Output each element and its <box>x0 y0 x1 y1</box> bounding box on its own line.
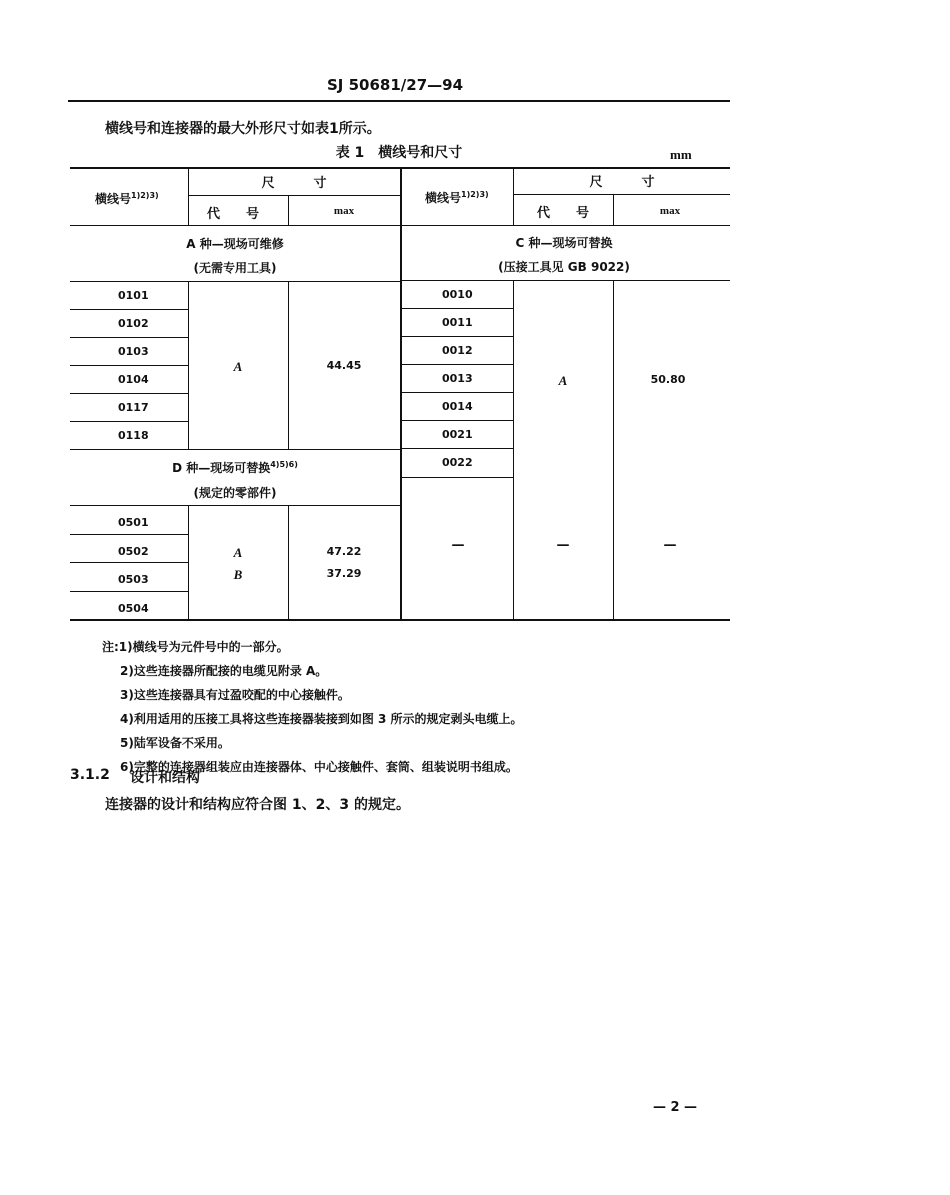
note-2: 2)这些连接器所配接的电缆见附录 A。 <box>120 664 328 678</box>
rule-line <box>70 562 188 563</box>
line-number-c: 0012 <box>442 344 473 357</box>
rule-line <box>400 280 730 281</box>
line-number-a: 0102 <box>118 317 149 330</box>
table-divider <box>400 167 402 619</box>
line-number-a: 0103 <box>118 345 149 358</box>
code-d: B <box>233 567 243 582</box>
line-number-d: 0502 <box>118 544 149 558</box>
code-a: A <box>233 359 243 374</box>
dash-empty: — <box>556 538 570 553</box>
line-number-c: 0011 <box>442 316 473 329</box>
section-body: 连接器的设计和结构应符合图 1、2、3 的规定。 <box>105 797 410 813</box>
col-code-right: 代 号 <box>536 206 590 221</box>
table-divider <box>288 505 289 619</box>
section-d-note: (规定的零部件) <box>193 486 277 500</box>
col-max-right: max <box>659 205 681 217</box>
table-divider <box>613 194 614 225</box>
rule-line <box>70 421 188 422</box>
table-divider <box>188 505 189 619</box>
rule-line <box>400 364 513 365</box>
table-divider <box>613 280 614 620</box>
line-number-c: 0013 <box>442 372 473 385</box>
max-c: 50.80 <box>650 373 686 386</box>
line-number-a: 0118 <box>118 429 149 442</box>
section-d-title: D 种—现场可替换$^{4)5)6)}$ <box>172 460 298 475</box>
note-5: 5)陆军设备不采用。 <box>120 736 230 750</box>
line-number-c: 0022 <box>442 456 473 469</box>
table-divider <box>513 167 514 225</box>
rule-line <box>188 505 400 506</box>
max-d: 47.22 <box>326 545 362 558</box>
section-number: 3.1.2 <box>70 767 110 783</box>
rule-line <box>70 393 188 394</box>
section-a-title: A 种—现场可维修 <box>186 237 284 251</box>
rule-line <box>70 281 400 282</box>
rule-line <box>70 365 188 366</box>
rule-line <box>188 195 400 196</box>
max-d: 37.29 <box>326 567 362 580</box>
table-divider <box>188 281 189 449</box>
line-number-d: 0504 <box>118 601 149 615</box>
section-c-note: (压接工具见 GB 9022) <box>498 260 630 274</box>
note-4: 4)利用适用的压接工具将这些连接器装接到如图 3 所示的规定剥头电缆上。 <box>120 712 523 726</box>
intro-text: 横线号和连接器的最大外形尺寸如表1所示。 <box>105 121 381 137</box>
line-number-c: 0014 <box>442 400 473 413</box>
note-6: 6)完整的连接器组装应由连接器体、中心接触件、套筒、组装说明书组成。 <box>120 760 518 774</box>
section-title: 设计和结构 <box>130 770 200 786</box>
rule-line <box>70 591 188 592</box>
line-number-c: 0021 <box>442 428 473 441</box>
table-unit: mm <box>670 147 692 162</box>
rule-line <box>70 337 188 338</box>
section-c-title: C 种—现场可替换 <box>515 236 613 250</box>
rule-line <box>70 505 188 506</box>
line-number-a: 0101 <box>118 289 149 302</box>
table-divider <box>288 195 289 225</box>
page-header: SJ 50681/27—94 <box>326 76 464 94</box>
col-code: 代 号 <box>206 207 260 222</box>
line-number-a: 0104 <box>118 373 149 386</box>
table-divider <box>188 167 189 225</box>
dash-empty: — <box>663 538 677 553</box>
rule-line <box>400 336 513 337</box>
line-number-c: 0010 <box>442 288 473 301</box>
col-dimension: 尺 寸 <box>261 176 327 191</box>
table-caption: 表 1 横线号和尺寸 <box>335 145 463 161</box>
rule-line <box>513 194 730 195</box>
rule-line <box>70 534 188 535</box>
code-d: A <box>233 545 243 560</box>
dash-empty: — <box>451 538 465 553</box>
rule-line <box>400 392 513 393</box>
table-divider <box>513 280 514 620</box>
col-max: max <box>333 205 355 217</box>
rule-line <box>400 448 513 449</box>
code-c: A <box>558 373 568 388</box>
max-a: 44.45 <box>326 359 362 372</box>
rule-line <box>70 449 400 450</box>
line-number-d: 0503 <box>118 573 149 586</box>
section-a-note: (无需专用工具) <box>193 261 277 275</box>
line-number-a: 0117 <box>118 401 149 414</box>
note-1: 注:1)横线号为元件号中的一部分。 <box>102 640 289 654</box>
rule-line <box>70 309 188 310</box>
col-line-number: 横线号$^{1)2)3)}$ <box>95 191 159 206</box>
rule-line <box>400 308 513 309</box>
line-number-d: 0501 <box>118 516 149 529</box>
table-divider <box>288 281 289 449</box>
rule-line <box>400 477 513 478</box>
col-dimension-right: 尺 寸 <box>589 175 655 190</box>
col-line-number-right: 横线号$^{1)2)3)}$ <box>425 190 489 205</box>
note-3: 3)这些连接器具有过盈咬配的中心接触件。 <box>120 688 350 702</box>
table-bottom <box>70 619 730 621</box>
header-rule <box>68 100 730 102</box>
page-number: — 2 — <box>652 1100 698 1115</box>
rule-line <box>400 420 513 421</box>
